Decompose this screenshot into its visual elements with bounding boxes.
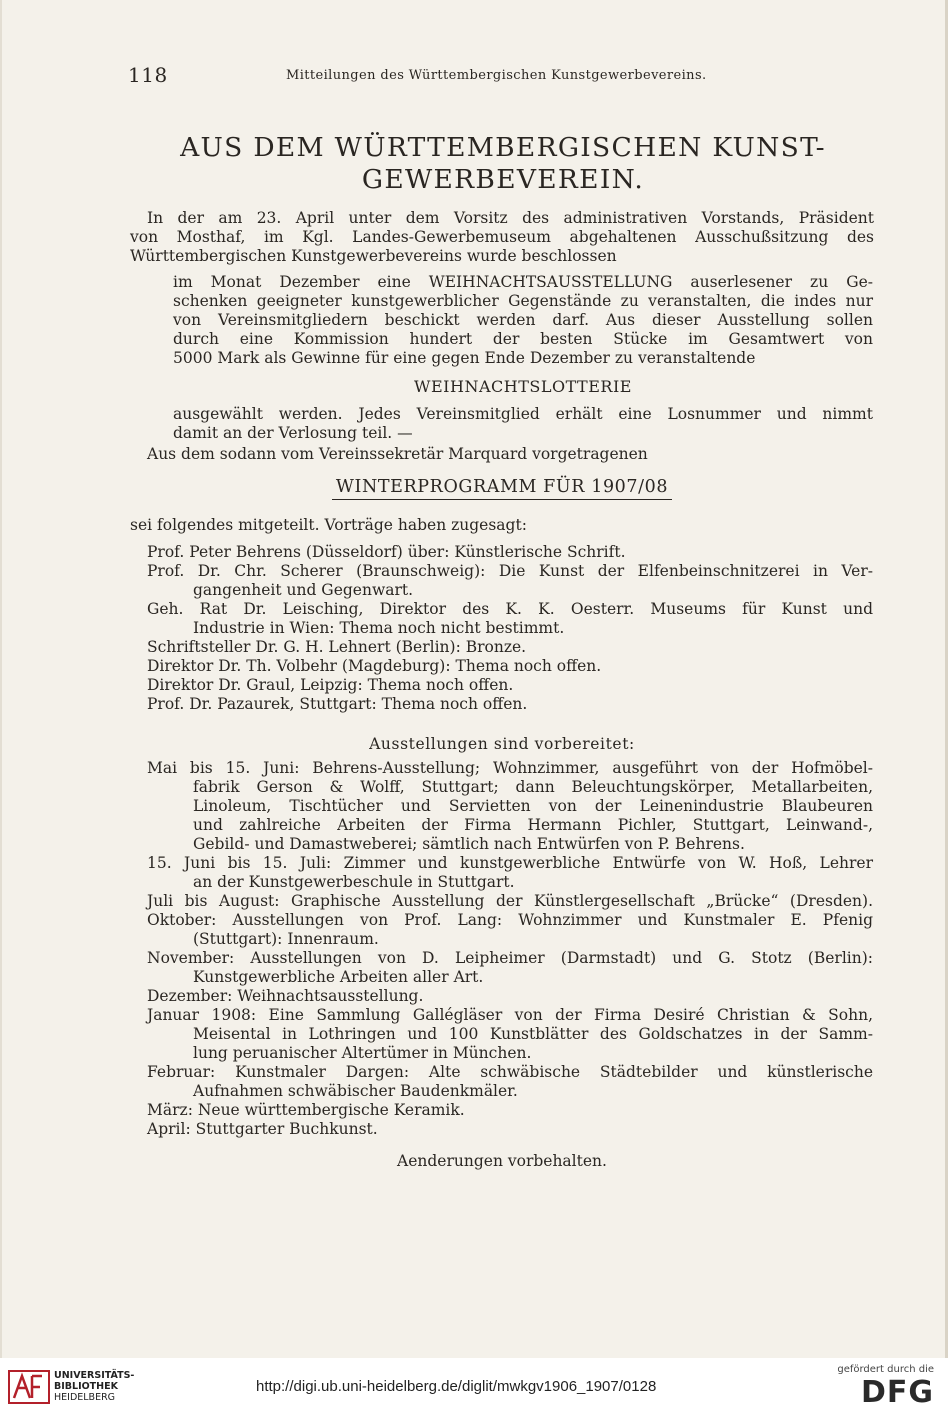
- exhibition-item: November: Ausstellungen von D. Leipheimer (Darmstadt) und G. Stotz (Berlin):: [147, 949, 873, 967]
- library-name-line-3: HEIDELBERG: [54, 1392, 116, 1403]
- library-name-line-1: UNIVERSITÄTS-: [54, 1370, 135, 1381]
- exhibition-item: Januar 1908: Eine Sammlung Gallégläser von der Firma Desiré Christian & Sohn,: [147, 1006, 873, 1024]
- closing-note: Aenderungen vorbehalten.: [397, 1152, 607, 1170]
- page-edge-left: [0, 0, 2, 1358]
- text-line: von Mosthaf, im Kgl. Landes-Gewerbemuseum abgehaltenen Ausschußsitzung des: [130, 228, 874, 246]
- funded-by-label: gefördert durch die: [837, 1364, 934, 1375]
- lecture-item: Prof. Dr. Chr. Scherer (Braunschweig): Die Kunst der Elfenbeinschnitzerei in Ver-: [147, 562, 873, 580]
- lottery-heading: WEIHNACHTSLOTTERIE: [414, 377, 632, 396]
- lecture-item: Direktor Dr. Th. Volbehr (Magdeburg): Thema noch offen.: [147, 657, 602, 675]
- text-line: von Vereinsmitgliedern beschickt werden darf. Aus dieser Ausstellung sollen: [173, 311, 873, 329]
- text-line: In der am 23. April unter dem Vorsitz des administrativen Vorstands, Präsident: [147, 209, 874, 227]
- exhibition-item-cont: und zahlreiche Arbeiten der Firma Hermann Pichler, Stuttgart, Leinwand-,: [193, 816, 873, 834]
- intro-paragraph: [130, 209, 874, 266]
- lecture-item-cont: Industrie in Wien: Thema noch nicht bestimmt.: [193, 619, 565, 637]
- lecture-item: Prof. Peter Behrens (Düsseldorf) über: Künstlerische Schrift.: [147, 543, 626, 561]
- exhibition-item-cont: Aufnahmen schwäbischer Baudenkmäler.: [193, 1082, 518, 1100]
- exhibitions-list: [147, 759, 873, 1139]
- exhibition-item-cont: fabrik Gerson & Wolff, Stuttgart; dann Beleuchtungskörper, Metallarbeiten,: [193, 778, 873, 796]
- exhibition-item: Juli bis August: Graphische Ausstellung der Künstlergesellschaft „Brücke“ (Dresden).: [147, 892, 873, 910]
- lecture-item: Prof. Dr. Pazaurek, Stuttgart: Thema noch offen.: [147, 695, 528, 713]
- permalink-url[interactable]: http://digi.ub.uni-heidelberg.de/diglit/mwkgv1906_1907/0128: [256, 1378, 657, 1395]
- lottery-paragraph: [173, 405, 873, 443]
- secretary-line: Aus dem sodann vom Vereinssekretär Marquard vorgetragenen: [147, 445, 648, 463]
- page-number: 118: [128, 63, 168, 87]
- exhibition-item: Februar: Kunstmaler Dargen: Alte schwäbische Städtebilder und künstlerische: [147, 1063, 873, 1081]
- lectures-list: [147, 543, 873, 714]
- exhibition-item: April: Stuttgarter Buchkunst.: [147, 1120, 378, 1138]
- exhibition-item: März: Neue württembergische Keramik.: [147, 1101, 465, 1119]
- exhibition-item-cont: lung peruanischer Altertümer in München.: [193, 1044, 532, 1062]
- dfg-logo: DFG: [860, 1375, 934, 1410]
- winterprogramm-heading: WINTERPROGRAMM FÜR 1907/08: [332, 478, 672, 500]
- exhibition-item-cont: an der Kunstgewerbeschule in Stuttgart.: [193, 873, 515, 891]
- exhibition-item-cont: Kunstgewerbliche Arbeiten aller Art.: [193, 968, 484, 986]
- winter-heading-wrap: [130, 478, 874, 500]
- text-line: 5000 Mark als Gewinne für eine gegen Ende Dezember zu veranstaltende: [173, 349, 756, 367]
- running-header: [128, 63, 728, 88]
- running-title: Mitteilungen des Württembergischen Kunstgewerbevereins.: [286, 68, 707, 83]
- text-line: durch eine Kommission hundert der besten Stücke im Gesamtwert von: [173, 330, 873, 348]
- library-name: [54, 1370, 134, 1403]
- exhibitions-heading: Ausstellungen sind vorbereitet:: [369, 735, 635, 753]
- university-library-logo: [8, 1370, 50, 1404]
- title-line-2: GEWERBEVEREIN.: [361, 164, 645, 195]
- exhibition-item-cont: Linoleum, Tischtücher und Servietten von der Leinenindustrie Blaubeuren: [193, 797, 873, 815]
- lecture-item: Direktor Dr. Graul, Leipzig: Thema noch offen.: [147, 676, 514, 694]
- text-line: im Monat Dezember eine WEIHNACHTSAUSSTELLUNG auserlesener zu Ge-: [173, 273, 873, 291]
- library-logo-icon: [8, 1370, 50, 1404]
- lecture-item-cont: gangenheit und Gegenwart.: [193, 581, 414, 599]
- text-line: ausgewählt werden. Jedes Vereinsmitglied erhält eine Losnummer und nimmt: [173, 405, 873, 423]
- text-line: schenken geeigneter kunstgewerblicher Gegenstände zu veranstalten, die indes nur: [173, 292, 873, 310]
- resolution-paragraph: [173, 273, 873, 368]
- exhibition-item: 15. Juni bis 15. Juli: Zimmer und kunstgewerbliche Entwürfe von W. Hoß, Lehrer: [147, 854, 873, 872]
- lecture-item: Schriftsteller Dr. G. H. Lehnert (Berlin): Bronze.: [147, 638, 527, 656]
- exhibition-item: Oktober: Ausstellungen von Prof. Lang: Wohnzimmer und Kunstmaler E. Pfenig: [147, 911, 873, 929]
- lecture-item: Geh. Rat Dr. Leisching, Direktor des K. K. Oesterr. Museums für Kunst und: [147, 600, 873, 618]
- exhibition-item-cont: (Stuttgart): Innenraum.: [193, 930, 379, 948]
- library-name-line-2: BIBLIOTHEK: [54, 1381, 118, 1392]
- lectures-intro: sei folgendes mitgeteilt. Vorträge haben zugesagt:: [130, 516, 527, 534]
- exhibition-item-cont: Gebild- und Damastweberei; sämtlich nach Entwürfen von P. Behrens.: [193, 835, 745, 853]
- exhibition-item: Mai bis 15. Juni: Behrens-Ausstellung; Wohnzimmer, ausgeführt von der Hofmöbel-: [147, 759, 873, 777]
- title-line-1: AUS DEM WÜRTTEMBERGISCHEN KUNST-: [180, 132, 826, 163]
- digitization-footer: [0, 1358, 948, 1411]
- text-line: damit an der Verlosung teil. —: [173, 424, 413, 442]
- text-line: Württembergischen Kunstgewerbevereins wurde beschlossen: [130, 247, 617, 265]
- exhibition-item: Dezember: Weihnachtsausstellung.: [147, 987, 424, 1005]
- article-title: [130, 132, 876, 196]
- exhibition-item-cont: Meisental in Lothringen und 100 Kunstblätter des Goldschatzes in der Samm-: [193, 1025, 873, 1043]
